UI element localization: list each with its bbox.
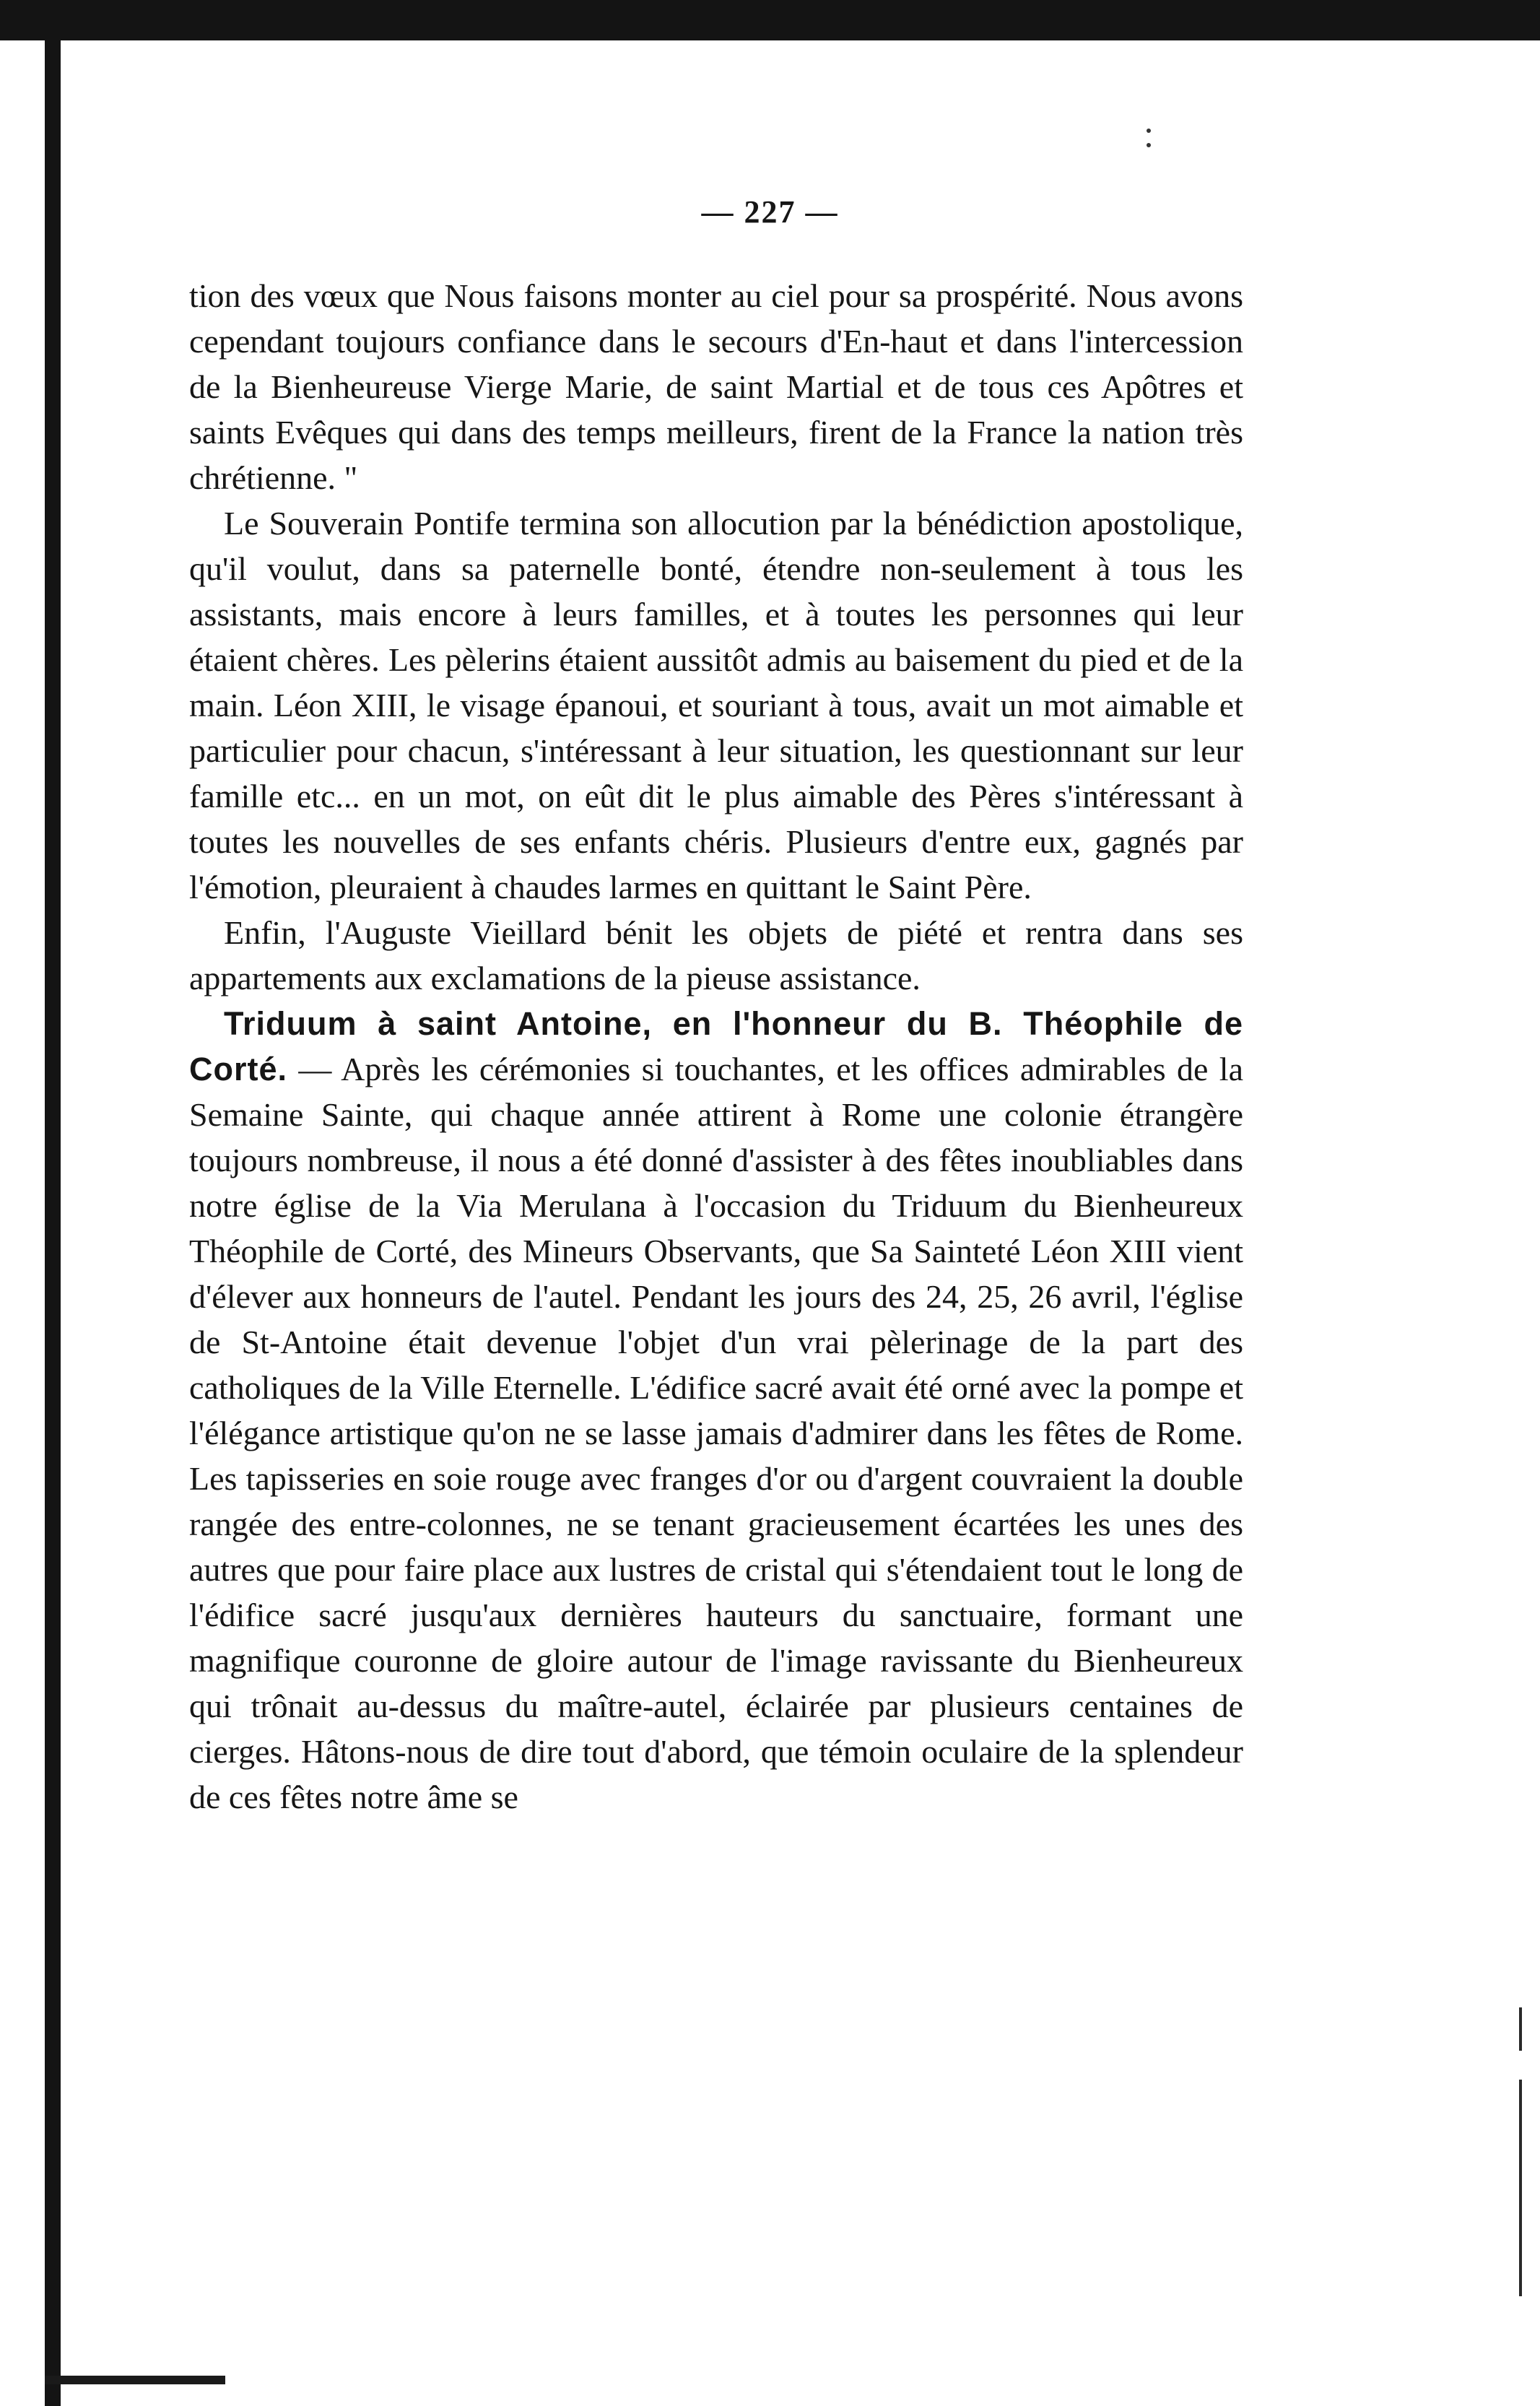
paragraph: Enfin, l'Auguste Vieillard bénit les objets de piété et rentra dans ses appartements aux exclamations de la pieuse assistance. (189, 914, 1243, 996)
scan-speck (1147, 129, 1151, 133)
scan-bottom-border (45, 2376, 225, 2384)
paragraph: tion des vœux que Nous faisons monter au ciel pour sa prospérité. Nous avons cependant toujours confiance dans le secours d'En-haut et dans l'intercession de la Bienheureuse Vierge Marie, de saint Martial et de tous ces Apôtres et saints Evêques qui dans des temps meilleurs, firent de la France la nation très chrétienne. " (189, 277, 1243, 496)
paragraph (189, 1001, 1243, 1820)
paragraph: Le Souverain Pontife termina son allocution par la bénédiction apostolique, qu'il voulut, dans sa paternelle bonté, étendre non-seulement à tous les assistants, mais encore à leurs familles, et à toutes les personnes qui leur étaient chères. Les pèlerins étaient aussitôt admis au baisement du pied et de la main. Léon XIII, le visage épanoui, et souriant à tous, avait un mot aimable et particulier pour chacun, s'intéressant à leur situation, les questionnant sur leur famille etc... en un mot, on eût dit le plus aimable des Pères s'intéressant à toutes les nouvelles de ses enfants chéris. Plusieurs d'entre eux, gagnés par l'émotion, pleuraient à chaudes larmes en quittant le Saint Père. (189, 505, 1243, 905)
scan-left-border (45, 40, 61, 2406)
scan-edge-mark (1519, 2080, 1522, 2296)
section-heading: Triduum à saint Antoine, en l'honneur du B. Théophile de Corté. (189, 1005, 1243, 1087)
page-body (189, 273, 1243, 1820)
scan-edge-mark (1519, 2007, 1522, 2051)
scan-top-border (0, 0, 1540, 40)
page-number: — 227 — (701, 194, 839, 230)
section-text: — Après les cérémonies si touchantes, et les offices admirables de la Semaine Sainte, qui chaque année attirent à Rome une colonie étrangère toujours nombreuse, il nous a été donné d'assister à des fêtes inoubliables dans notre église de la Via Merulana à l'occasion du Triduum du Bienheureux Théophile de Corté, des Mineurs Observants, que Sa Sainteté Léon XIII vient d'élever aux honneurs de l'autel. Pendant les jours des 24, 25, 26 avril, l'église de St-Antoine était devenue l'objet d'un vrai pèlerinage de la part des catholiques de la Ville Eternelle. L'édifice sacré avait été orné avec la pompe et l'élégance artistique qu'on ne se lasse jamais d'admirer dans les fêtes de Rome. Les tapisseries en soie rouge avec franges d'or ou d'argent couvraient la double rangée des entre-colonnes, ne se tenant gracieusement écartées les unes des autres que pour faire place aux lustres de cristal qui s'étendaient tout le long de l'édifice sacré jusqu'aux dernières hauteurs du sanctuaire, formant une magnifique couronne de gloire autour de l'image ravissante du Bienheureux qui trônait au-dessus du maître-autel, éclairée par plusieurs centaines de cierges. Hâtons-nous de dire tout d'abord, que témoin oculaire de la splendeur de ces fêtes notre âme se (189, 1051, 1243, 1815)
scan-speck (1147, 143, 1151, 147)
